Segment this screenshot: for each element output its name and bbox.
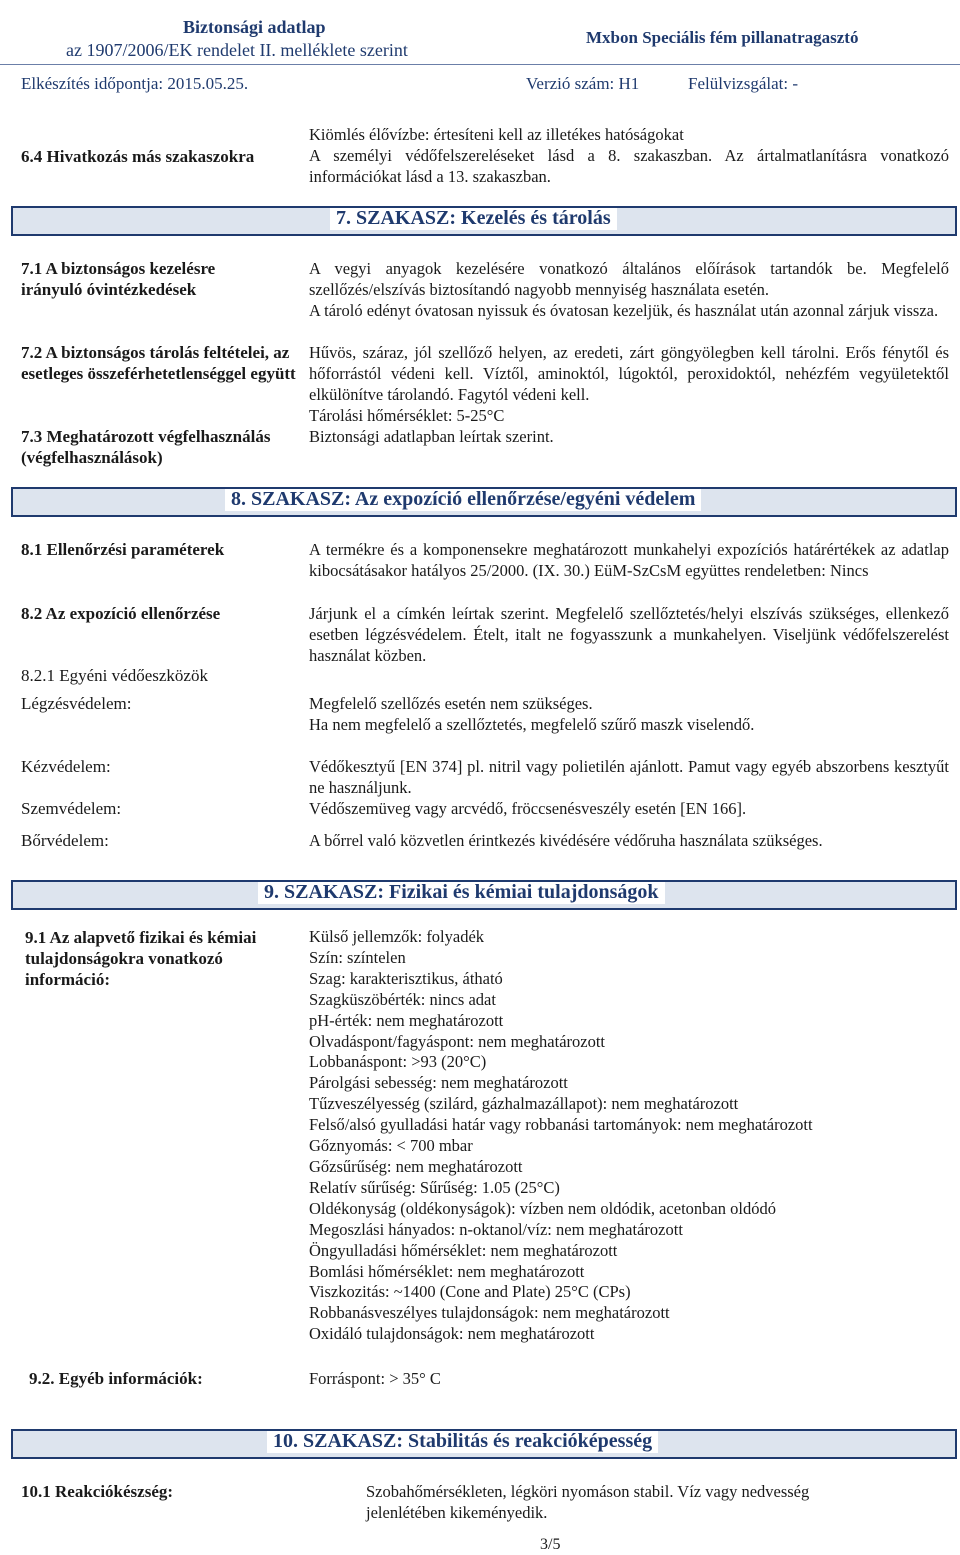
label-8-1: 8.1 Ellenőrzési paraméterek — [21, 540, 225, 559]
property-line: Tűzveszélyesség (szilárd, gázhalmazállapot): nem meghatározott — [309, 1094, 739, 1114]
product-name: Mxbon Speciális fém pillanatragasztó — [586, 28, 859, 47]
label-skin: Bőrvédelem: — [21, 831, 109, 850]
property-line: Szagküszöbérték: nincs adat — [309, 989, 496, 1009]
document-subtitle: az 1907/2006/EK rendelet II. melléklete szerint — [66, 40, 408, 60]
text-8-2: Járjunk el a címkén leírtak szerint. Megfelelő szellőztetés/helyi elszívás szükséges, ellenkező esetben légzésvédelem. Ételt, italt ne fogyasszunk a munkahelyen. Viseljünk védőfelszerelést használat közben. — [309, 604, 949, 665]
property-line: Oldékonyság (oldékonyságok): vízben nem oldódik, acetonban oldódó — [309, 1198, 776, 1218]
property-line: Öngyulladási hőmérséklet: nem meghatározott — [309, 1240, 618, 1260]
text-respiratory-2: Ha nem megfelelő a szellőztetés, megfelelő szűrő maszk viselendő. — [309, 715, 755, 734]
section-8-banner — [11, 487, 957, 517]
property-line: Olvadáspont/fagyáspont: nem meghatározott — [309, 1031, 606, 1051]
property-line: Oxidáló tulajdonságok: nem meghatározott — [309, 1324, 595, 1344]
header-divider — [0, 64, 960, 65]
text-7-2: Hűvös, száraz, jól szellőző helyen, az eredeti, zárt göngyölegben kell tárolni. Erős fénytől és hőforrástól védeni kell. Víztől, aminoktól, lúgoktól, peroxidoktól, nehézfém vegyületektől elkülönítve tárolandó. Fagytól védeni kell. — [309, 343, 949, 404]
text-7-1a: A vegyi anyagok kezelésére vonatkozó általános előírások tartandók be. Megfelelő szellőzés/elszívás biztosítandó nagyobb mennyiség használata esetén. — [309, 259, 949, 299]
label-6-4: 6.4 Hivatkozás más szakaszokra — [21, 147, 255, 166]
property-line: Szín: színtelen — [309, 947, 406, 967]
preparation-date: Elkészítés időpontja: 2015.05.25. — [21, 74, 249, 93]
text-6-4-line1: Kiömlés élővízbe: értesíteni kell az illetékes hatóságokat — [309, 125, 684, 144]
document-title: Biztonsági adatlap — [183, 17, 326, 37]
text-hand: Védőkesztyű [EN 374] pl. nitril vagy polietilén ajánlott. Pamut vagy egyéb abszorbens kesztyűt ne használjunk. — [309, 757, 949, 797]
property-line: Megoszlási hányados: n-oktanol/víz: nem meghatározott — [309, 1219, 683, 1239]
property-line: Párolgási sebesség: nem meghatározott — [309, 1073, 568, 1093]
label-eye: Szemvédelem: — [21, 799, 122, 818]
label-8-2-1: 8.2.1 Egyéni védőeszközök — [21, 666, 208, 685]
label-7-1: 7.1 A biztonságos kezelésre irányuló óvintézkedések — [21, 259, 216, 299]
text-8-1: A termékre és a komponensekre meghatározott munkahelyi expozíciós határértékek az adatlap kibocsátásakor hatályos 25/2000. (IX. 30.) EüM-SzCsM együttes rendeletben: Nincs — [309, 540, 949, 580]
property-line: Robbanásveszélyes tulajdonságok: nem meghatározott — [309, 1303, 670, 1323]
text-7-1b: A tároló edényt óvatosan nyissuk és óvatosan kezeljük, és használat után azonnal zárjuk vissza. — [309, 301, 939, 320]
property-line: Gőznyomás: < 700 mbar — [309, 1136, 473, 1156]
text-10-1: Szobahőmérsékleten, légköri nyomáson stabil. Víz vagy nedvesség jelenlétében kikeményedik. — [366, 1482, 810, 1522]
property-line: Felső/alsó gyulladási határ vagy robbanási tartományok: nem meghatározott — [309, 1115, 813, 1135]
label-9-2: 9.2. Egyéb információk: — [29, 1369, 203, 1388]
property-line: Szag: karakterisztikus, átható — [309, 968, 503, 988]
property-line: Bomlási hőmérséklet: nem meghatározott — [309, 1261, 585, 1281]
label-7-2: 7.2 A biztonságos tárolás feltételei, az esetleges összeférhetetlenséggel együtt — [21, 343, 296, 383]
text-7-3: Biztonsági adatlapban leírtak szerint. — [309, 427, 554, 446]
property-line: Lobbanáspont: >93 (20°C) — [309, 1052, 487, 1072]
label-9-1: 9.1 Az alapvető fizikai és kémiai tulajdonságokra vonatkozó információ: — [25, 928, 257, 989]
section-7-banner — [11, 206, 957, 236]
property-line: Gőzsűrűség: nem meghatározott — [309, 1156, 523, 1176]
property-line: Viszkozitás: ~1400 (Cone and Plate) 25°C (CPs) — [309, 1282, 631, 1302]
text-respiratory-1: Megfelelő szellőzés esetén nem szükséges. — [309, 694, 593, 713]
text-9-2: Forráspont: > 35° C — [309, 1369, 441, 1388]
properties-list — [309, 927, 813, 1345]
version-number: Verzió szám: H1 — [526, 74, 640, 93]
property-line: Külső jellemzők: folyadék — [309, 927, 485, 946]
section-9-title: 9. SZAKASZ: Fizikai és kémiai tulajdonságok — [258, 881, 665, 904]
text-7-2-temp: Tárolási hőmérséklet: 5-25°C — [309, 406, 505, 425]
section-9-banner — [11, 880, 957, 910]
revision-info: Felülvizsgálat: - — [688, 74, 799, 93]
label-respiratory: Légzésvédelem: — [21, 694, 132, 713]
text-eye: Védőszemüveg vagy arcvédő, fröccsenésveszély esetén [EN 166]. — [309, 799, 747, 818]
section-8-title: 8. SZAKASZ: Az expozíció ellenőrzése/egyéni védelem — [225, 488, 701, 511]
text-6-4-line2: A személyi védőfelszereléseket lásd a 8. szakaszban. Az ártalmatlanításra vonatkozó információkat lásd a 13. szakaszban. — [309, 146, 949, 186]
section-10-title: 10. SZAKASZ: Stabilitás és reakcióképesség — [267, 1430, 658, 1453]
page-number: 3/5 — [540, 1536, 561, 1553]
section-7-title: 7. SZAKASZ: Kezelés és tárolás — [330, 207, 617, 230]
property-line: pH-érték: nem meghatározott — [309, 1010, 504, 1030]
label-10-1: 10.1 Reakciókészség: — [21, 1482, 174, 1501]
label-hand: Kézvédelem: — [21, 757, 111, 776]
section-10-banner — [11, 1429, 957, 1459]
text-skin: A bőrrel való közvetlen érintkezés kivédésére védőruha használata szükséges. — [309, 831, 823, 850]
property-line: Relatív sűrűség: Sűrűség: 1.05 (25°C) — [309, 1177, 560, 1197]
label-8-2: 8.2 Az expozíció ellenőrzése — [21, 604, 221, 623]
label-7-3: 7.3 Meghatározott végfelhasználás (végfelhasználások) — [21, 427, 271, 467]
